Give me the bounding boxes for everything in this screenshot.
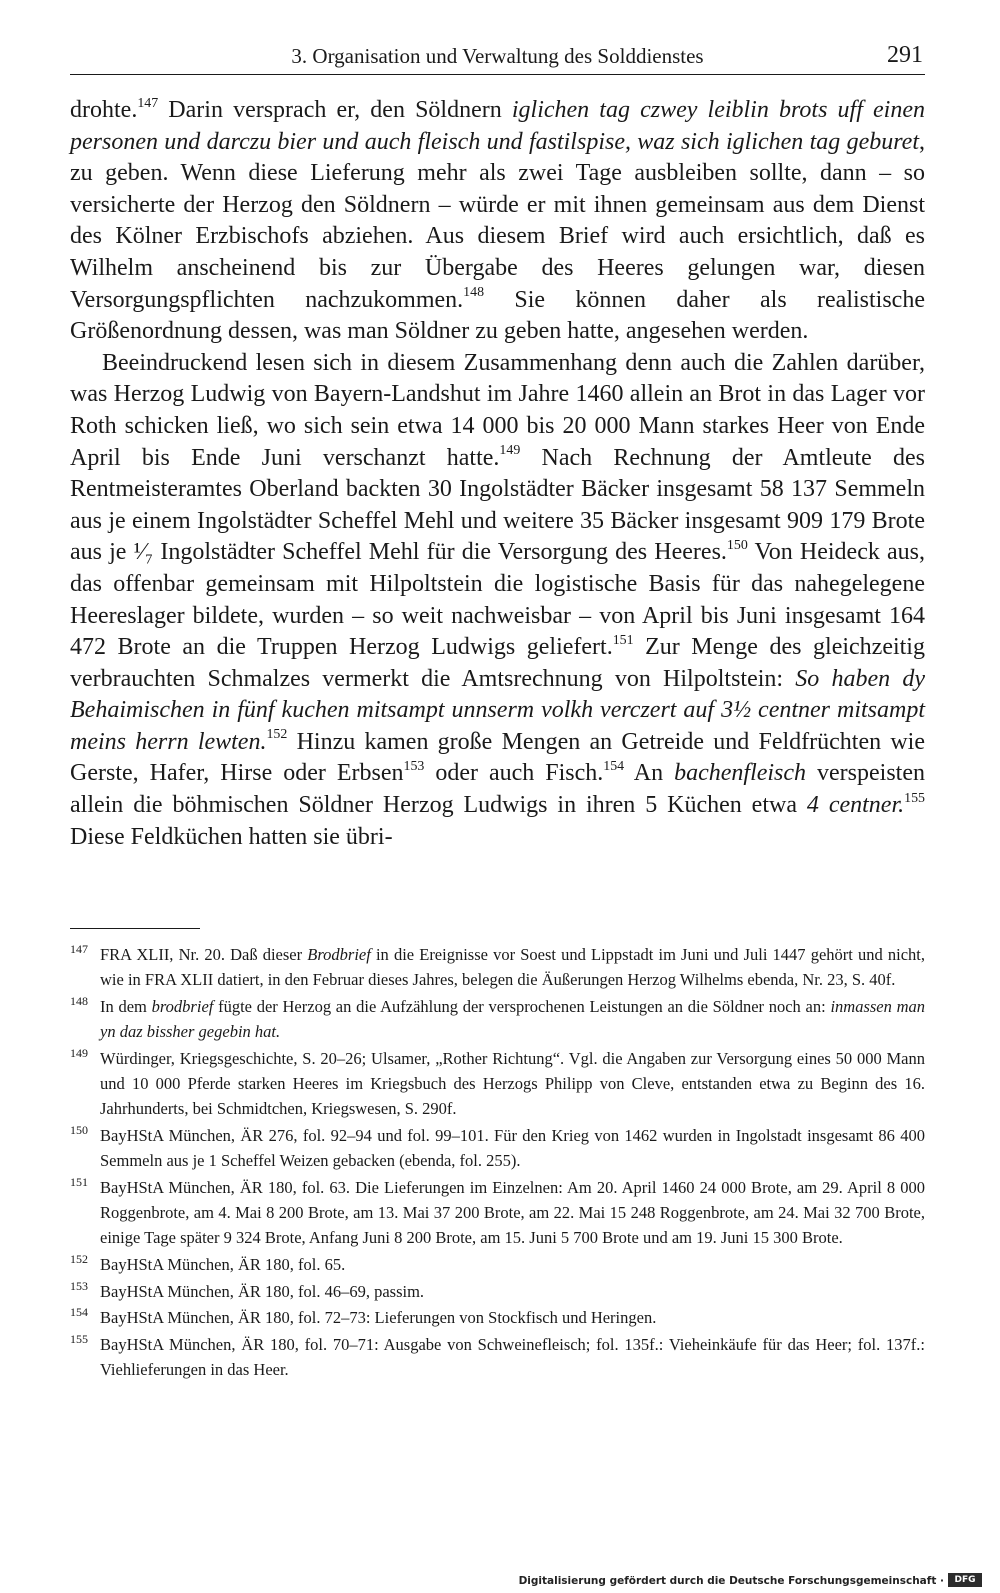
text-run: drohte. (70, 97, 138, 123)
italic-quote: So haben dy Behaimischen in fünf kuchen mitsampt unnserm volkh verczert auf 3½ centner mitsampt meins herrn lewten. (70, 665, 925, 755)
footnote-number: 151 (70, 1174, 88, 1189)
footnote-ref: 149 (499, 443, 521, 459)
running-header (70, 42, 925, 75)
paragraph-2 (70, 348, 925, 854)
footnote-ref: 148 (463, 285, 485, 301)
footnote-number: 153 (70, 1278, 88, 1293)
dfg-logo: DFG (948, 1573, 982, 1587)
footnote-ref: 152 (266, 727, 288, 743)
footnote-number: 152 (70, 1251, 88, 1266)
text-run: Hinzu kamen große Mengen an Getreide und Feldfrüchten wie Gerste, Hafer, Hirse oder Erbsen (70, 728, 925, 787)
text-run: In dem (100, 996, 152, 1016)
footnote-ref: 153 (403, 759, 425, 775)
text-run: BayHStA München, ÄR 180, fol. 46–69, passim. (100, 1281, 425, 1301)
footnote (70, 1279, 925, 1304)
italic-quote: iglichen tag czwey leiblin brots uff einen personen und darczu bier und auch fleisch und fastilspise, waz sich iglichen tag geburet (70, 97, 925, 155)
main-text (70, 95, 925, 853)
footnote (70, 1305, 925, 1330)
footnote-number: 154 (70, 1305, 88, 1320)
footnote (70, 1046, 925, 1122)
italic-quote: inmassen man yn daz bissher gegebin hat. (100, 996, 925, 1042)
footnote-number: 147 (70, 942, 88, 956)
footnote-number: 150 (70, 1122, 88, 1137)
text-run: Nach Rechnung der Amtleute des Rentmeisteramtes Oberland backten 30 Ingolstädter Bäcker insgesamt 58 137 Semmeln aus je einem Ingolstädter Scheffel Mehl und weitere 35 Bäcker insgesamt 909 179 Brote aus je ¹⁄₇ Ingolstädter Scheffel Mehl für die Versorgung des Heeres. (70, 444, 925, 566)
footnote (70, 1175, 925, 1251)
footnote (70, 1332, 925, 1382)
text-run: verspeisten allein die böhmischen Söldner Herzog Ludwigs in ihren 5 Küchen etwa (70, 760, 925, 819)
italic-quote: bachenfleisch (674, 760, 807, 787)
text-run: BayHStA München, ÄR 276, fol. 92–94 und fol. 99–101. Für den Krieg von 1462 wurden in Ingolstadt insgesamt 86 400 Semmeln aus je 1 Scheffel Weizen gebacken (ebenda, fol. 255). (100, 1125, 925, 1171)
footnote (70, 1123, 925, 1173)
text-run: Zur Menge des gleichzeitig verbrauchten Schmalzes vermerkt die Amtsrechnung von Hilpoltstein: (70, 634, 925, 692)
text-run: Würdinger, Kriegsgeschichte, S. 20–26; Ulsamer, „Rother Richtung“. Vgl. die Angaben zur Versorgung eines 50 000 Mann und 10 000 Pferde starken Heeres im Kriegsbuch des Herzogs Philipp von Cleve, entstanden etwa zu Beginn des 16. Jahrhunderts, bei Schmidtchen, Kriegswesen, S. 290f. (100, 1048, 925, 1119)
text-run: Diese Feldküchen hatten sie übri- (70, 823, 393, 850)
text-run: in die Ereignisse vor Soest und Lippstadt im Juni und Juli 1447 gehört und nicht, wie in FRA XLII datiert, in den Februar dieses Jahres, belegen die Äußerungen Herzog Wilhelms ebenda, Nr. 23, S. 40f. (100, 945, 925, 990)
text-run: FRA XLII, Nr. 20. Daß dieser (100, 945, 308, 964)
footnote (70, 1252, 925, 1277)
text-run: Darin versprach er, den Söldnern (158, 97, 512, 123)
page-number: 291 (887, 42, 923, 68)
footnote-number: 149 (70, 1045, 88, 1060)
paragraph-1 (70, 95, 925, 348)
footnote-ref: 154 (603, 759, 625, 775)
text-run: BayHStA München, ÄR 180, fol. 70–71: Ausgabe von Schweinefleisch; fol. 135f.: Vieheinkäufe für das Heer; fol. 137f.: Viehlieferungen in das Heer. (100, 1335, 925, 1380)
footnote-ref: 147 (137, 95, 159, 111)
footnote-separator (70, 928, 200, 929)
footnote (70, 942, 925, 992)
footnote-ref: 155 (904, 790, 925, 806)
footnote-ref: 151 (612, 632, 634, 648)
text-run: oder auch Fisch. (424, 760, 604, 787)
footnote (70, 994, 925, 1044)
italic-quote: 4 centner. (806, 792, 905, 819)
text-run: fügte der Herzog an die Aufzählung der versprochenen Leistungen an die Söldner noch an: (213, 996, 831, 1016)
italic-quote: brodbrief (151, 996, 214, 1016)
text-run: , zu geben. Wenn diese Lieferung mehr als zwei Tage ausbleiben sollte, dann – so versicherte der Herzog den Söldnern – würde er mit ihnen gemeinsam aus dem Dienst des Kölner Erzbischofs abziehen. Aus diesem Brief wird auch ersichtlich, daß es Wilhelm anscheinend bis zur Übergabe des Heeres gelungen war, diesen Versorgungspflichten nachzukommen. (70, 128, 925, 313)
footnote-ref: 150 (726, 537, 748, 553)
text-run: BayHStA München, ÄR 180, fol. 72–73: Lieferungen von Stockfisch und Heringen. (100, 1308, 657, 1328)
footnotes (70, 942, 925, 1384)
text-run: Sie können daher als realistische Größenordnung dessen, was man Söldner zu geben hatte, angesehen werden. (70, 286, 925, 345)
footnote-number: 148 (70, 993, 88, 1008)
text-run: BayHStA München, ÄR 180, fol. 65. (100, 1254, 346, 1274)
text-run: An (624, 760, 675, 787)
digitization-credit: Digitalisierung gefördert durch die Deutsche Forschungsgemeinschaft · (518, 1575, 944, 1587)
text-run: Beeindruckend lesen sich in diesem Zusammenhang denn auch die Zahlen darüber, was Herzog Ludwig von Bayern-Landshut im Jahre 1460 allein an Brot in das Lager vor Roth schicken ließ, wo sich sein etwa 14 000 bis 20 000 Mann starkes Heer von Ende April bis Ende Juni verschanzt hatte. (70, 349, 925, 471)
italic-quote: Brodbrief (307, 945, 371, 964)
running-head-title: 3. Organisation und Verwaltung des Solddienstes (291, 44, 704, 68)
footnote-number: 155 (70, 1332, 88, 1347)
text-run: BayHStA München, ÄR 180, fol. 63. Die Lieferungen im Einzelnen: Am 20. April 1460 24 000 Brote, am 29. April 8 000 Roggenbrote, am 4. Mai 8 200 Brote, am 13. Mai 37 200 Brote, am 22. Mai 15 248 Roggenbrote, am 24. Mai 32 700 Brote, einige Tage später 9 324 Brote, Anfang Juni 8 200 Brote, am 15. Juni 5 700 Brote und am 19. Juni 15 300 Brote. (100, 1177, 925, 1248)
text-run: Von Heideck aus, das offenbar gemeinsam mit Hilpoltstein die logistische Basis für das nahegelegene Heereslager bildete, wurden – so weit nachweisbar – von April bis Juni insgesamt 164 472 Brote an die Truppen Herzog Ludwigs geliefert. (70, 539, 925, 661)
